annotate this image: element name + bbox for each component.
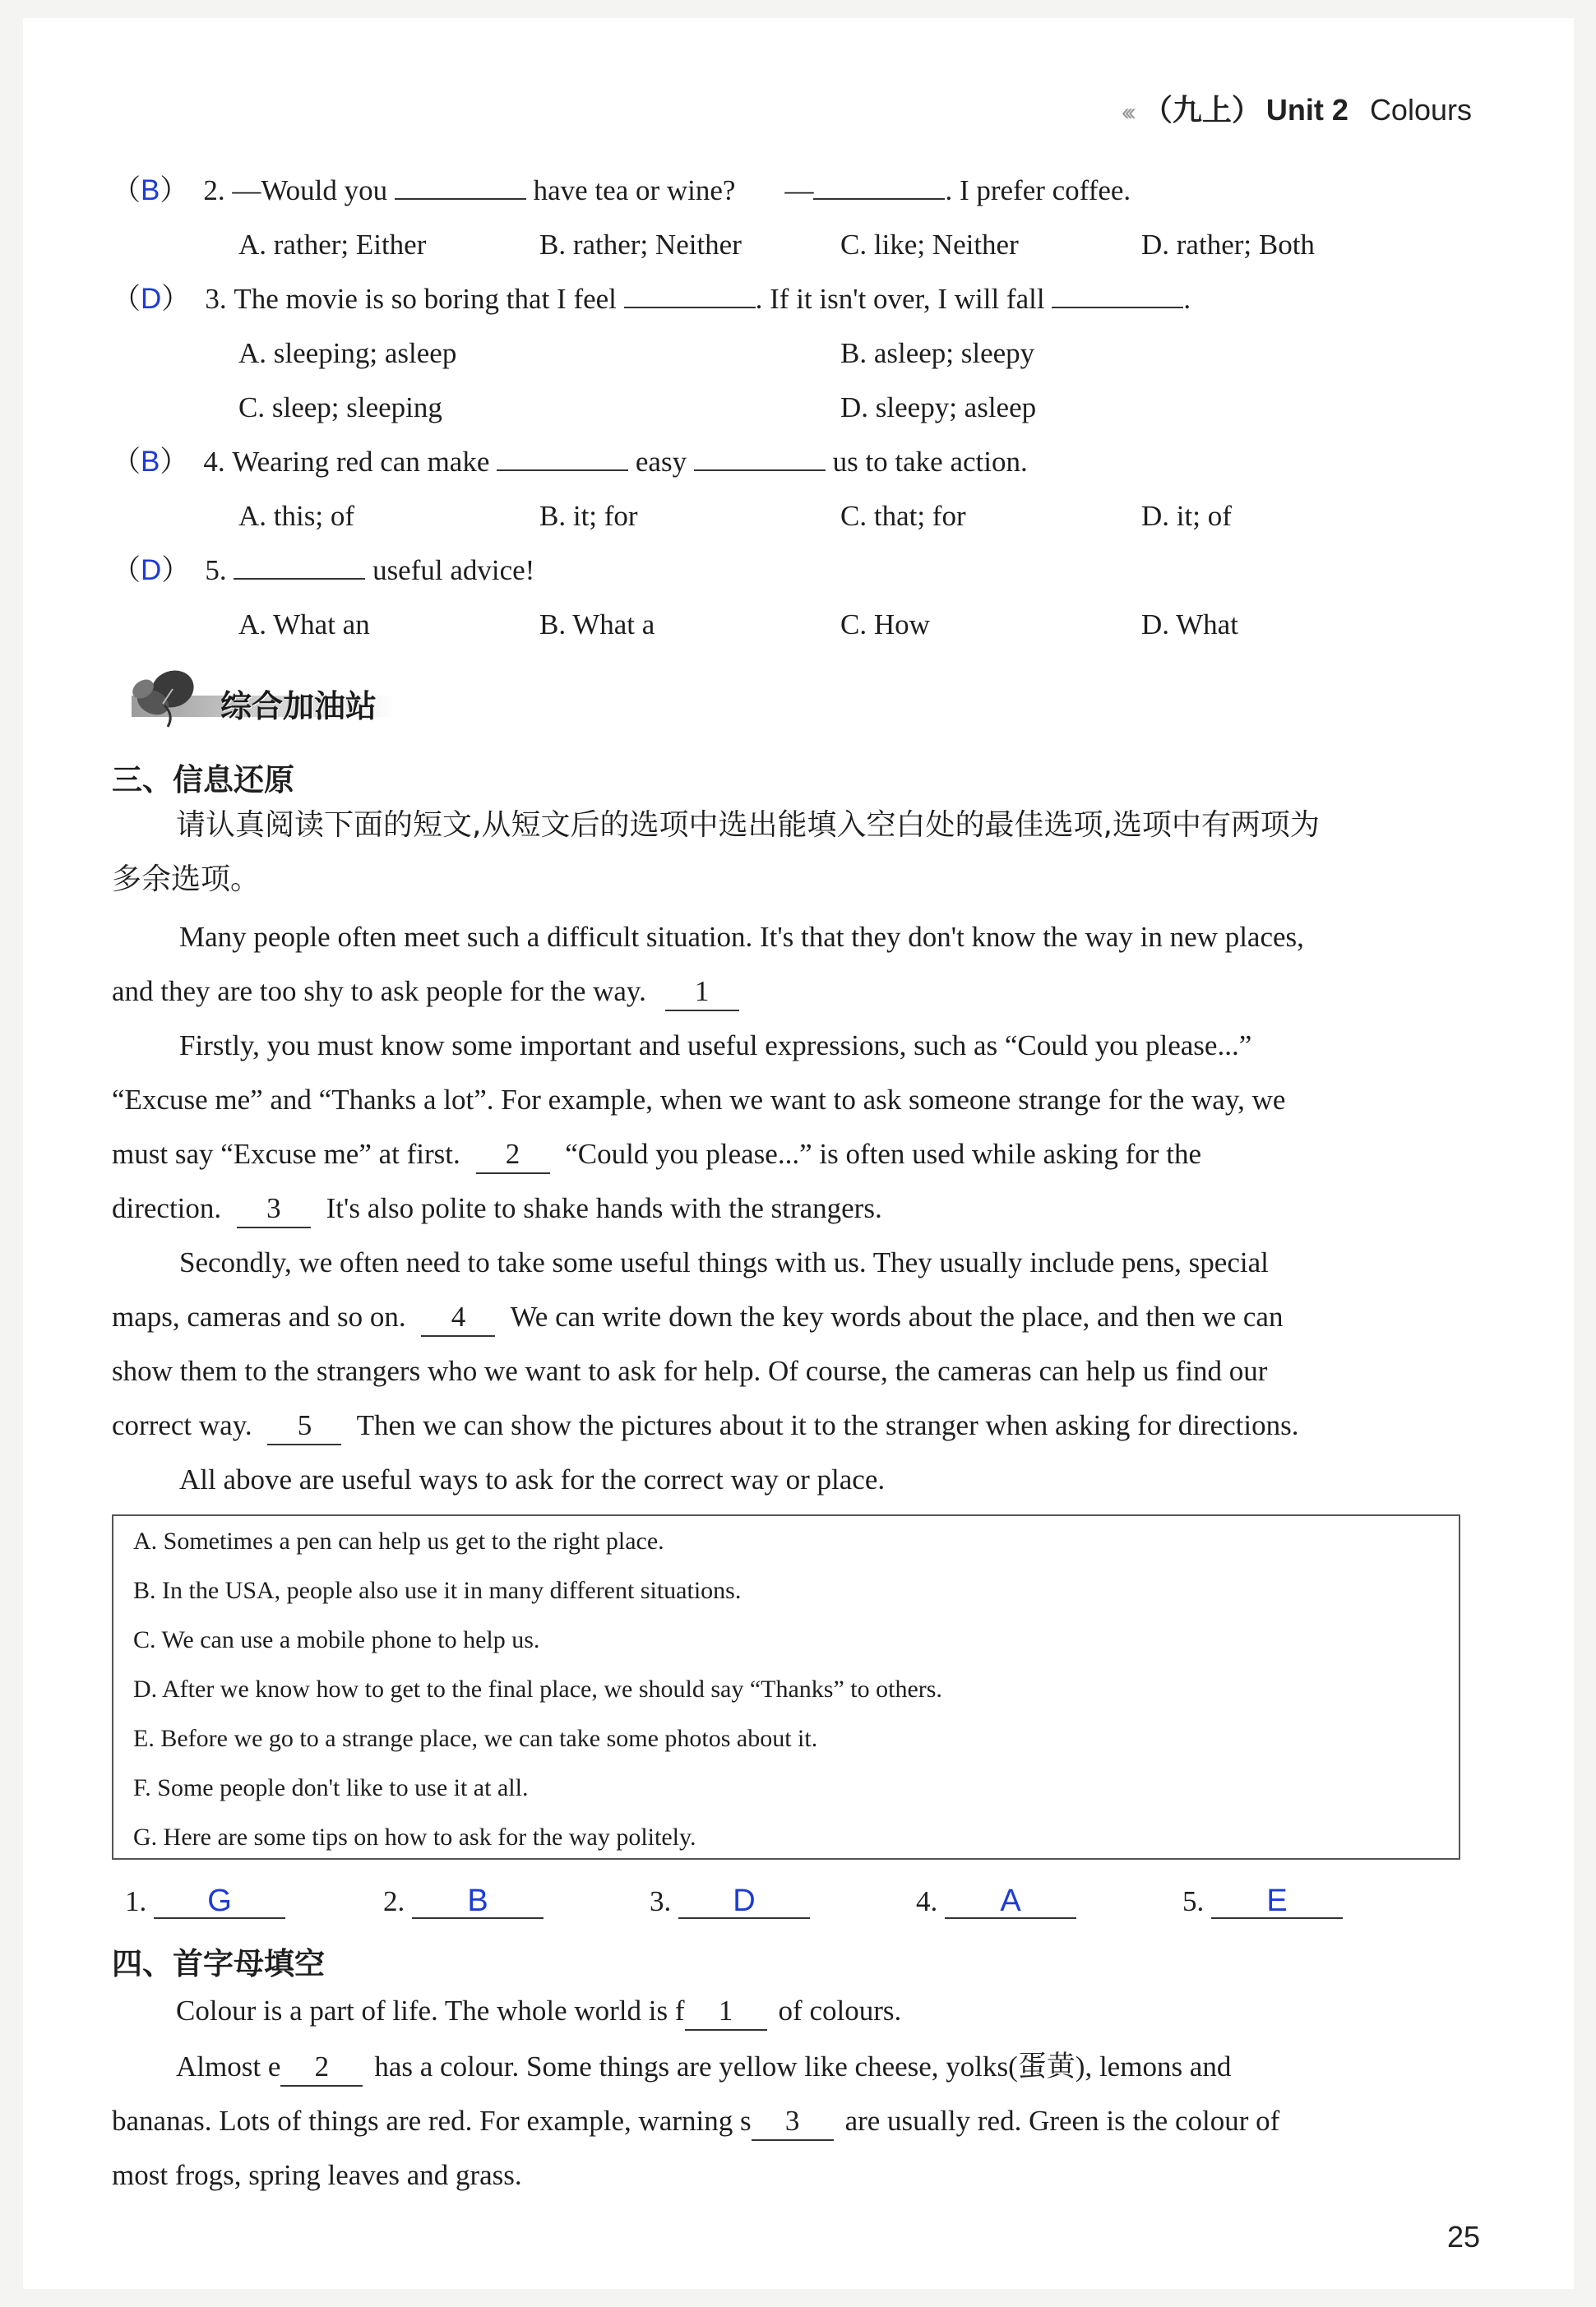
answer-q5: D (141, 554, 162, 586)
passage-text: and they are too shy to ask people for the way. (112, 975, 646, 1007)
blank-line (624, 282, 756, 308)
passage-blank-4: 4 (421, 1299, 495, 1337)
passage-line (112, 1408, 1299, 1445)
passage-line: show them to the strangers who we want to ask for help. Of course, the cameras can help us find our (112, 1355, 1268, 1387)
passage-line: All above are useful ways to ask for the correct way or place. (179, 1463, 886, 1496)
part4-text: Almost e (176, 2050, 281, 2083)
passage-text: We can write down the key words about the place, and then we can (510, 1301, 1284, 1333)
option-f: F. Some people don't like to use it at all. (133, 1774, 529, 1801)
option-q5-a: A. What an (238, 608, 370, 640)
passage-text: Then we can show the pictures about it to the stranger when asking for directions. (356, 1409, 1299, 1441)
answer-number: 4. (916, 1885, 938, 1917)
answer-2 (383, 1884, 544, 1919)
header-topic: Colours (1369, 93, 1472, 127)
passage-blank-1: 1 (665, 973, 739, 1011)
passage-line (112, 1299, 1283, 1337)
part4-blank-2: 2 (280, 2049, 363, 2087)
option-q3-c: C. sleep; sleeping (238, 391, 442, 423)
passage-blank-5: 5 (267, 1408, 341, 1445)
option-b: B. In the USA, people also use it in many different situations. (133, 1577, 742, 1604)
section-title: 综合加油站 (220, 688, 377, 724)
part3-instruction-cont: 多余选项。 (112, 862, 261, 896)
option-q3-d: D. sleepy; asleep (840, 391, 1037, 423)
part4-text: has a colour. Some things are yellow like cheese, yolks(蛋黄), lemons and (374, 2050, 1232, 2083)
answer-number: 5. (1182, 1885, 1205, 1917)
option-q5-c: C. How (840, 608, 930, 640)
question-stem: —Would you (232, 174, 388, 206)
header-grade: （九上） (1142, 93, 1261, 127)
answer-q3: D (141, 283, 162, 315)
option-q3-a: A. sleeping; asleep (238, 337, 457, 369)
answer-fill: B (412, 1884, 544, 1919)
part3-instruction: 请认真阅读下面的短文,从短文后的选项中选出能填入空白处的最佳选项,选项中有两项为 (176, 808, 1320, 842)
option-q3-b: B. asleep; sleepy (840, 337, 1035, 369)
passage-blank-3: 3 (237, 1190, 311, 1228)
part4-line: most frogs, spring leaves and grass. (112, 2159, 522, 2191)
passage-blank-2: 2 (476, 1136, 550, 1174)
part3-heading: 三、信息还原 (112, 762, 294, 798)
passage-line: Many people often meet such a difficult situation. It's that they don't know the way in new places, (179, 921, 1304, 953)
option-q2-d: D. rather; Both (1141, 229, 1315, 261)
question-stem: — (784, 174, 814, 206)
question-number: 4. (203, 446, 225, 478)
blank-line (1052, 282, 1183, 308)
header-unit: Unit 2 (1265, 93, 1349, 127)
option-c: C. We can use a mobile phone to help us. (133, 1626, 540, 1653)
passage-text: correct way. (112, 1409, 252, 1441)
question-stem: Wearing red can make (232, 446, 490, 478)
passage-text: must say “Excuse me” at first. (112, 1138, 460, 1170)
question-3: （D） 3. The movie is so boring that I feel . If it isn't over, I will fall . (112, 283, 1191, 315)
passage-text: “Could you please...” is often used while asking for the (565, 1138, 1201, 1170)
question-number: 3. (205, 283, 227, 315)
passage-line: Firstly, you must know some important and useful expressions, such as “Could you please...” (179, 1029, 1252, 1061)
blank-line (234, 553, 365, 580)
passage-line (112, 1190, 882, 1228)
question-stem: useful advice! (372, 554, 535, 586)
answer-fill: A (945, 1884, 1076, 1919)
question-2: （B） 2. —Would you have tea or wine? — . I prefer coffee. (112, 174, 1131, 206)
option-d: D. After we know how to get to the final place, we should say “Thanks” to others. (133, 1676, 942, 1703)
answer-3 (650, 1884, 810, 1919)
blank-line (694, 445, 826, 471)
page-header (1061, 87, 1472, 128)
answer-5 (1182, 1884, 1343, 1919)
question-number: 5. (205, 554, 227, 586)
option-q5-b: B. What a (539, 608, 655, 640)
passage-line: “Excuse me” and “Thanks a lot”. For example, when we want to ask someone strange for the way, we (112, 1084, 1286, 1116)
question-stem: . I prefer coffee. (945, 174, 1131, 206)
question-number: 2. (203, 174, 225, 206)
question-4: （B） 4. Wearing red can make easy us to take action. (112, 446, 1028, 478)
passage-text: direction. (112, 1192, 222, 1224)
option-q2-c: C. like; Neither (840, 229, 1019, 261)
question-stem: . (1183, 283, 1191, 315)
question-stem: have tea or wine? (533, 174, 736, 206)
answer-number: 2. (383, 1885, 405, 1917)
question-stem: us to take action. (832, 446, 1028, 478)
part4-text: Colour is a part of life. The whole world is f (176, 1995, 685, 2027)
part4-line (176, 2049, 1231, 2087)
answer-q4: B (141, 446, 160, 478)
blank-line (813, 173, 945, 200)
answer-q2: B (141, 174, 160, 206)
chevron-left-icon: ‹‹‹ (1121, 99, 1131, 126)
part4-text: are usually red. Green is the colour of (844, 2105, 1280, 2137)
option-g: G. Here are some tips on how to ask for the way politely. (133, 1824, 696, 1851)
options-box (112, 1514, 1460, 1860)
answer-number: 1. (125, 1885, 147, 1917)
page-number: 25 (1447, 2220, 1481, 2254)
option-q2-a: A. rather; Either (238, 229, 427, 261)
option-a: A. Sometimes a pen can help us get to the right place. (133, 1528, 664, 1555)
option-q2-b: B. rather; Neither (539, 229, 742, 261)
question-stem: easy (635, 446, 687, 478)
blank-line (395, 173, 526, 200)
question-stem: . If it isn't over, I will fall (755, 283, 1045, 315)
part4-line (112, 2103, 1279, 2141)
passage-line (112, 1136, 1201, 1174)
passage-text: It's also polite to shake hands with the strangers. (326, 1192, 882, 1224)
question-5: （D） 5. useful advice! (112, 554, 535, 586)
answer-number: 3. (650, 1885, 672, 1917)
option-q4-b: B. it; for (539, 500, 638, 532)
answer-fill: E (1211, 1884, 1343, 1919)
part4-text: of colours. (778, 1995, 902, 2027)
option-q4-c: C. that; for (840, 500, 966, 532)
question-stem: The movie is so boring that I feel (234, 283, 617, 315)
option-q5-d: D. What (1141, 608, 1238, 640)
answer-fill: G (154, 1884, 285, 1919)
option-q4-d: D. it; of (1141, 500, 1232, 532)
passage-line (112, 973, 739, 1011)
answer-1 (125, 1884, 285, 1919)
part4-blank-3: 3 (752, 2103, 834, 2141)
part4-line (176, 1993, 901, 2031)
option-q4-a: A. this; of (238, 500, 354, 532)
part4-blank-1: 1 (685, 1993, 767, 2031)
blank-line (497, 445, 628, 471)
part4-text: bananas. Lots of things are red. For example, warning s (112, 2105, 752, 2137)
answer-4 (916, 1884, 1076, 1919)
option-e: E. Before we go to a strange place, we can take some photos about it. (133, 1725, 818, 1752)
answer-fill: D (678, 1884, 810, 1919)
passage-line: Secondly, we often need to take some useful things with us. They usually include pens, special (179, 1246, 1269, 1278)
part4-heading: 四、首字母填空 (112, 1946, 325, 1981)
passage-text: maps, cameras and so on. (112, 1301, 406, 1333)
